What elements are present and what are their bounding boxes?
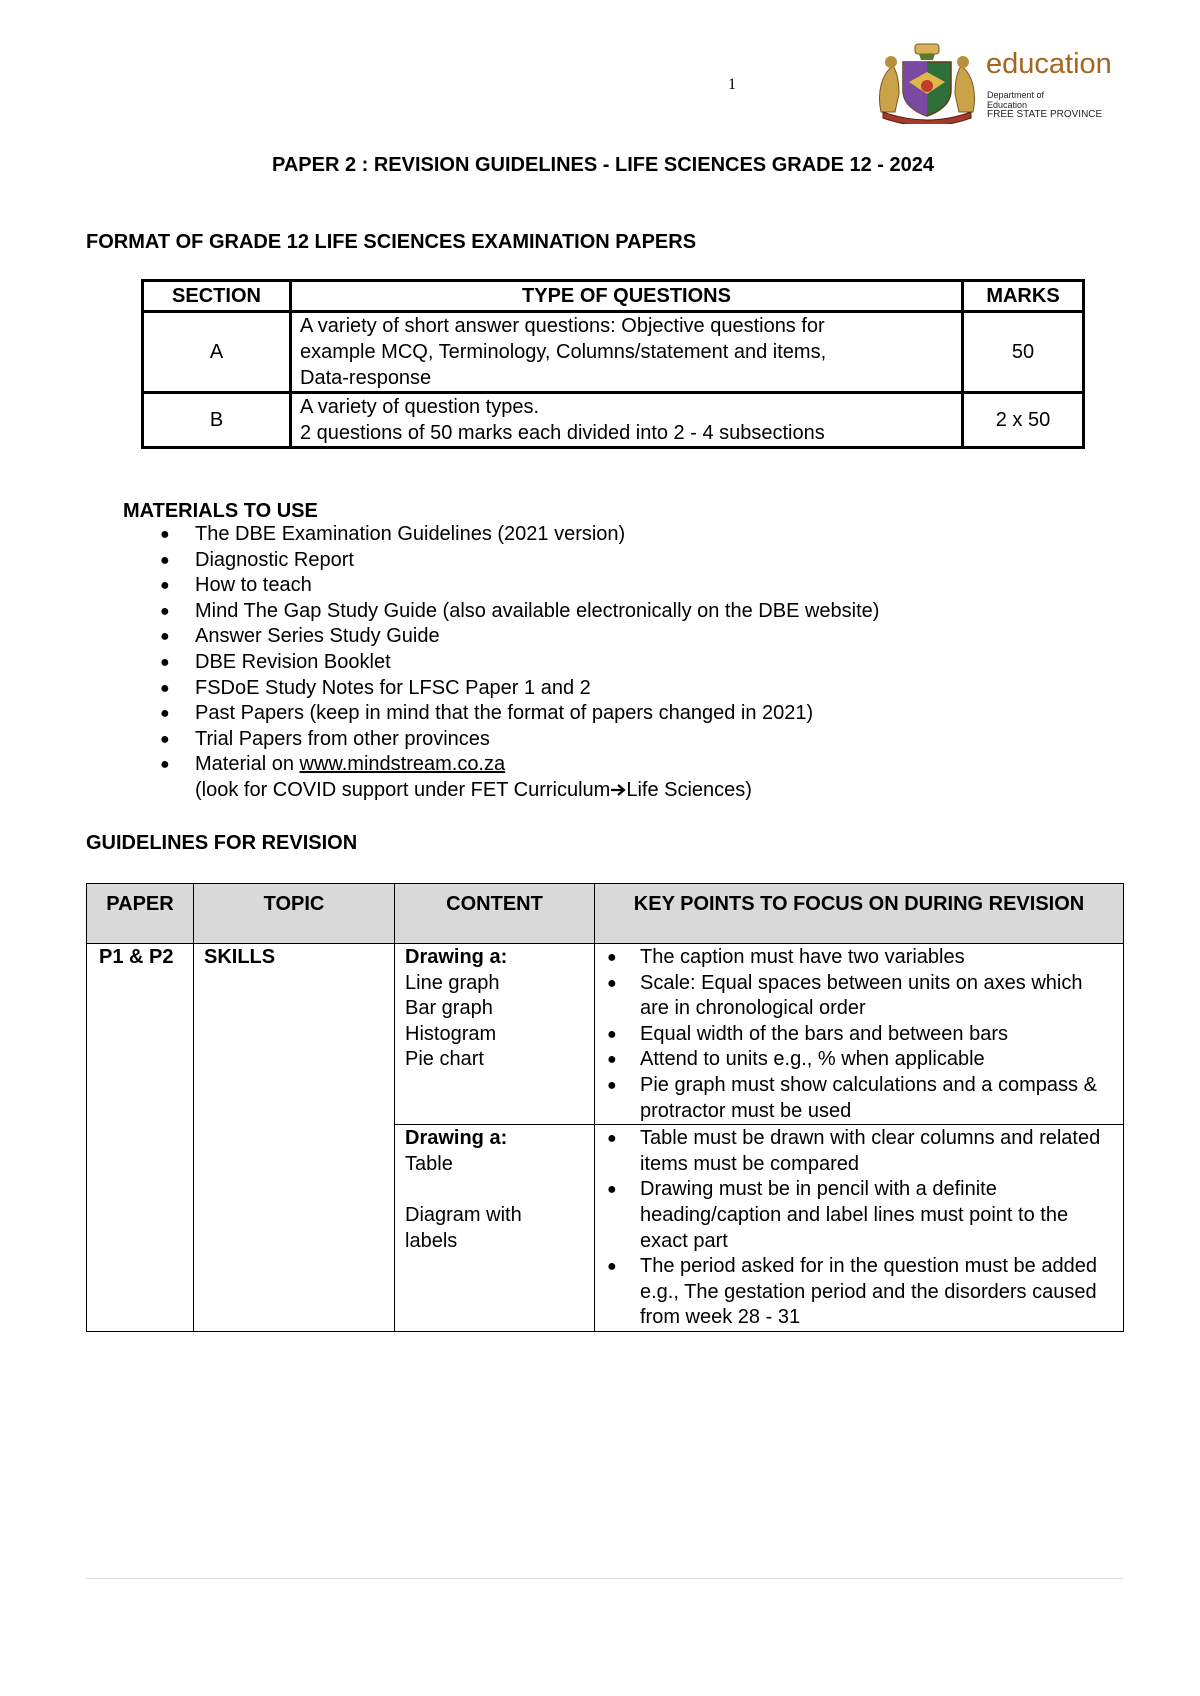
list-item-text: The DBE Examination Guidelines (2021 version) [195,523,626,545]
list-item [605,1047,1115,1073]
bullet-icon: ● [607,1025,617,1043]
content-line [405,1177,584,1203]
header-topic: TOPIC [194,884,395,944]
table-row [143,312,1084,393]
key-points-list [605,1126,1115,1331]
bullet-icon: ● [160,705,170,723]
list-item-text: Past Papers (keep in mind that the format of papers changed in 2021) [195,702,814,725]
bullet-icon: ● [607,974,617,992]
key-points-cell [595,944,1124,1125]
question-type-line: 2 questions of 50 marks each divided into 2 - 4 subsections [300,422,825,444]
bullet-icon: ● [160,679,170,697]
marks-cell: 2 x 50 [963,393,1084,448]
content-line: Bar graph [405,997,493,1020]
materials-list [160,522,879,804]
header-content: CONTENT [395,884,595,944]
marks-cell: 50 [963,312,1084,393]
content-cell [395,1125,595,1332]
list-item-text: Diagnostic Report [195,548,354,571]
page-number: 1 [728,76,736,93]
key-points-list [605,945,1115,1124]
coat-of-arms-icon [873,42,981,124]
content-heading: Drawing a: [405,1127,508,1150]
format-table [141,279,1085,449]
content-line: labels [405,1229,458,1252]
table-row [143,393,1084,448]
footer-divider [86,1578,1123,1579]
list-item [605,1022,1115,1048]
paper-cell: P1 & P2 [87,944,194,1332]
content-heading: Drawing a: [405,946,508,968]
key-point-text: Pie graph must show calculations and a compass & protractor must be used [640,1073,1097,1122]
content-cell [395,944,595,1125]
key-points-cell [595,1125,1124,1332]
bullet-icon: ● [160,526,170,543]
question-type-line: Data-response [300,367,432,389]
list-item [160,676,879,702]
list-item [605,1254,1115,1331]
list-item-continuation [160,778,879,804]
department-logo [873,42,1123,124]
key-point-text: Drawing must be in pencil with a definite heading/caption and label lines must point to the exact part [640,1178,1069,1252]
list-item [605,1073,1115,1124]
logo-line-2: Education [987,100,1028,110]
bullet-icon: ● [607,1258,617,1276]
list-item [160,701,879,727]
logo-wordmark: education [986,48,1112,80]
list-item-text: FSDoE Study Notes for LFSC Paper 1 and 2 [195,676,591,699]
list-item [605,1126,1115,1177]
format-table-header-row [143,281,1084,312]
topic-cell: SKILLS [194,944,395,1332]
header-key-points: KEY POINTS TO FOCUS ON DURING REVISION [595,884,1124,944]
list-item [605,971,1115,1022]
bullet-icon: ● [607,1051,617,1069]
format-header-marks: MARKS [963,281,1084,312]
list-item [160,548,879,574]
page-title: PAPER 2 : REVISION GUIDELINES - LIFE SCIENCES GRADE 12 - 2024 [271,154,934,176]
key-point-text: The period asked for in the question must be added e.g., The gestation period and the disorders caused from week 28 - 31 [640,1255,1097,1329]
key-point-text: Table must be drawn with clear columns and related items must be compared [640,1127,1101,1175]
content-line: Table [405,1152,453,1175]
list-item-text: Trial Papers from other provinces [195,727,490,750]
logo-line-3: FREE STATE PROVINCE [987,109,1103,120]
section-cell: B [143,393,291,448]
list-item-text: How to teach [195,574,312,597]
key-point-text: The caption must have two variables [640,946,965,968]
list-item-text: DBE Revision Booklet [195,650,391,673]
content-line: Pie chart [405,1048,484,1071]
mindstream-link[interactable]: www.mindstream.co.za [299,753,506,776]
bullet-icon: ● [160,756,170,774]
list-item [160,727,879,753]
format-heading: FORMAT OF GRADE 12 LIFE SCIENCES EXAMINATION PAPERS [86,231,697,253]
materials-heading: MATERIALS TO USE [123,500,318,522]
list-item-text: Mind The Gap Study Guide (also available electronically on the DBE website) [195,599,880,622]
table-row [87,944,1124,1125]
list-item [160,522,879,548]
question-type-line: A variety of short answer questions: Objective questions for [300,315,825,337]
question-type-cell [291,393,963,448]
bullet-icon: ● [160,730,170,748]
continuation-text-end: Life Sciences) [626,778,752,801]
list-item [160,650,879,676]
bullet-icon: ● [607,949,617,966]
list-item [160,752,879,778]
bullet-icon: ● [607,1130,617,1148]
content-line: Histogram [405,1022,497,1045]
bullet-icon: ● [160,577,170,595]
bullet-icon: ● [160,628,170,646]
continuation-text-start: (look for COVID support under FET Curriculum [195,778,611,801]
list-item [605,1177,1115,1254]
bullet-icon: ● [160,653,170,671]
arrow-right-icon [610,783,626,797]
revision-table-header-row [87,884,1124,944]
logo-line-1: Department of [987,90,1045,100]
format-header-section: SECTION [143,281,291,312]
bullet-icon: ● [607,1076,617,1094]
content-line: Diagram with [405,1203,522,1226]
header-paper: PAPER [87,884,194,944]
revision-table [86,883,1124,1332]
list-item-text: Answer Series Study Guide [195,625,440,648]
content-line: Line graph [405,971,500,994]
bullet-icon: ● [607,1181,617,1199]
list-item-text: Material on [195,753,300,776]
format-header-type: TYPE OF QUESTIONS [291,281,963,312]
bullet-icon: ● [160,551,170,569]
bullet-icon: ● [160,602,170,620]
list-item [160,573,879,599]
key-point-text: Equal width of the bars and between bars [640,1022,1009,1045]
list-item [160,599,879,625]
key-point-text: Scale: Equal spaces between units on axes which are in chronological order [640,971,1083,1020]
key-point-text: Attend to units e.g., % when applicable [640,1048,985,1071]
guidelines-heading: GUIDELINES FOR REVISION [86,832,358,854]
list-item [160,624,879,650]
list-item [605,945,1115,971]
question-type-line: example MCQ, Terminology, Columns/statement and items, [300,341,827,363]
question-type-cell [291,312,963,393]
question-type-line: A variety of question types. [300,396,540,418]
section-cell: A [143,312,291,393]
